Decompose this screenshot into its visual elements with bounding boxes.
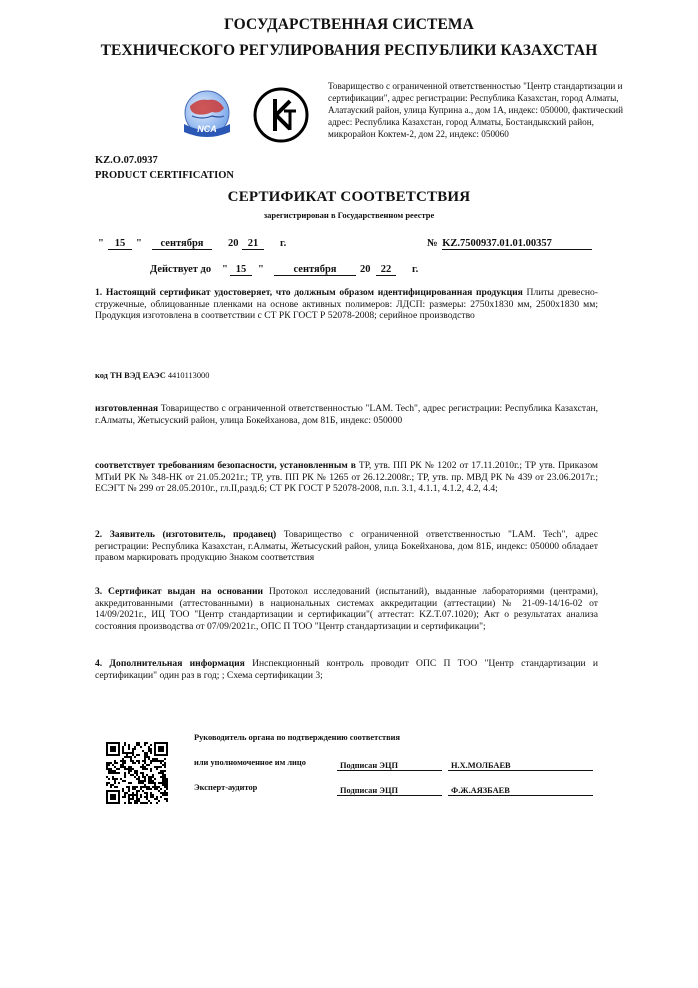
valid-year-suffix: 22	[376, 264, 396, 276]
nca-logo-text: NCA	[197, 124, 217, 134]
manufacturer-text: Товарищество с ограниченной ответственностью "LAM. Tech", адрес регистрации: Республика Казахстан, г.Алматы, Жетысуский район, улица Бокейханова, дом 81Б, индекс: 050000	[95, 403, 598, 426]
tnved-label: код ТН ВЭД ЕАЭС	[95, 371, 166, 380]
certificate-number	[427, 238, 592, 250]
section-1-text: Плиты древесно-стружечные, облицованные пленками на основе активных полимеров: ЛДСП: размеры: 2750х1830 мм, 2500х1830 мм; Продукция изготовлена в соответствии с СТ РК ГОСТ Р 52078-2008; серийное производство	[95, 287, 598, 322]
section-2-lead: 2. Заявитель (изготовитель, продавец)	[95, 529, 277, 540]
qr-code	[106, 742, 168, 804]
authorized-person-label: или уполномоченное им лицо	[194, 758, 306, 767]
issue-day: 15	[108, 238, 132, 250]
kt-conformity-logo	[252, 86, 310, 144]
quote-open: "	[98, 238, 104, 249]
valid-year-label: г.	[412, 264, 419, 275]
section-1-product	[95, 287, 598, 322]
manufacturer-label: изготовленная	[95, 403, 159, 414]
valid-day: 15	[230, 264, 252, 276]
head-of-body-label: Руководитель органа по подтверждению соответствия	[194, 733, 401, 742]
tnved-value: 4410113000	[167, 371, 210, 380]
product-certification: PRODUCT CERTIFICATION	[95, 170, 234, 181]
signed-ecp-1: Подписан ЭЦП	[340, 761, 398, 770]
nca-logo	[178, 86, 236, 144]
conformity-label: соответствует требованиям безопасности, установленным в	[95, 460, 356, 471]
signed-ecp-2: Подписан ЭЦП	[340, 786, 398, 795]
quote-close: "	[258, 264, 264, 275]
issue-date	[96, 238, 696, 258]
number-value: KZ.7500937.01.01.00357	[442, 238, 592, 250]
section-2-text: Товарищество с ограниченной ответственностью "LAM. Tech", адрес регистрации: Республика Казахстан, г.Алматы, Жетысуский район, улица Бокейханова, дом 81Б, индекс: 050000 обладает правом маркировать продукцию Знаком соответствия	[95, 529, 598, 564]
quote-open: "	[222, 264, 228, 275]
number-label: №	[427, 238, 438, 249]
name-line-1	[448, 770, 593, 771]
valid-until	[150, 264, 550, 284]
header-line-2: ТЕХНИЧЕСКОГО РЕГУЛИРОВАНИЯ РЕСПУБЛИКИ КАЗАХСТАН	[100, 42, 598, 59]
section-4-lead: 4. Дополнительная информация	[95, 658, 245, 669]
certificate-subtitle: зарегистрирован в Государственном реестре	[263, 210, 435, 220]
issue-year-suffix: 21	[242, 238, 264, 250]
signature-line-2	[337, 795, 442, 796]
certificate-title: СЕРТИФИКАТ СООТВЕТСТВИЯ	[227, 189, 471, 205]
section-1-lead: 1. Настоящий сертификат удостоверяет, что должным образом идентифицированная продукция	[95, 287, 523, 298]
issue-month: сентября	[152, 238, 212, 250]
issuer-info: Товарищество с ограниченной ответственностью "Центр стандартизации и сертификации", адрес регистрации: Республика Казахстан, город Алматы, Алатауский район, улица Куприна а., дом 1А, индекс: 050000, фактический адрес: Республика Казахстан, город Алматы, Бостандыкский район, микрорайон Коктем-2, дом 22, индекс: 050060	[328, 81, 623, 139]
quote-close: "	[136, 238, 142, 249]
signatory-name-2: Ф.Ж.АЯЗБАЕВ	[451, 786, 510, 795]
header-line-1: ГОСУДАРСТВЕННАЯ СИСТЕМА	[224, 16, 474, 33]
tnved-code	[95, 371, 209, 380]
name-line-2	[448, 795, 593, 796]
valid-year-prefix: 20	[360, 264, 371, 275]
conformity-text: ТР, утв. ПП РК № 1202 от 17.11.2010г.; ТР утв. Приказом МТиИ РК № 348-НК от 21.05.2021г.; ТР, утв. ПП РК № 1265 от 26.12.2008г.; ТР, утв. пр. МВД РК № 439 от 23.06.2017г.; ЕСЭГТ № 299 от 28.05.2010г., гл.II,разд.6; СТ РК ГОСТ Р 52078-2008, п.п. 3.1, 4.1.1, 4.1.2, 4.2, 4.4;	[95, 460, 599, 495]
signatory-name-1: Н.Х.МОЛБАЕВ	[451, 761, 511, 770]
section-3-lead: 3. Сертификат выдан на основании	[95, 586, 264, 597]
valid-month: сентября	[274, 264, 356, 276]
section-4-additional	[95, 658, 598, 681]
signature-line-1	[337, 770, 442, 771]
section-4-text: Инспекционный контроль проводит ОПС П ТОО "Центр стандартизации и сертификации" один раз в год; ; Схема сертификации 3;	[95, 658, 598, 681]
section-2-applicant	[95, 529, 598, 564]
section-3-basis	[95, 586, 598, 632]
cert-code: KZ.O.07.0937	[95, 155, 158, 166]
section-3-text: Протокол исследований (испытаний), выданные лабораториями (центрами), аккредитованными (аттестованными) в национальных системах аккредитации (аттестации) № 21-09-14/16-02 от 14/09/2021г., ИЦ ТОО "Центр стандартизации и сертификации"( аттестат: KZ.T.07.1020); Акт о результатах анализа состояния производства от 07/09/2021г., ОПС П ТОО "Центр стандартизации и сертификации";	[95, 586, 598, 632]
valid-until-label: Действует до	[150, 264, 212, 275]
conformity-requirements	[95, 460, 598, 495]
expert-auditor-label: Эксперт-аудитор	[194, 783, 258, 792]
issue-year-label: г.	[280, 238, 287, 249]
issue-year-prefix: 20	[228, 238, 239, 249]
manufacturer	[95, 403, 598, 426]
